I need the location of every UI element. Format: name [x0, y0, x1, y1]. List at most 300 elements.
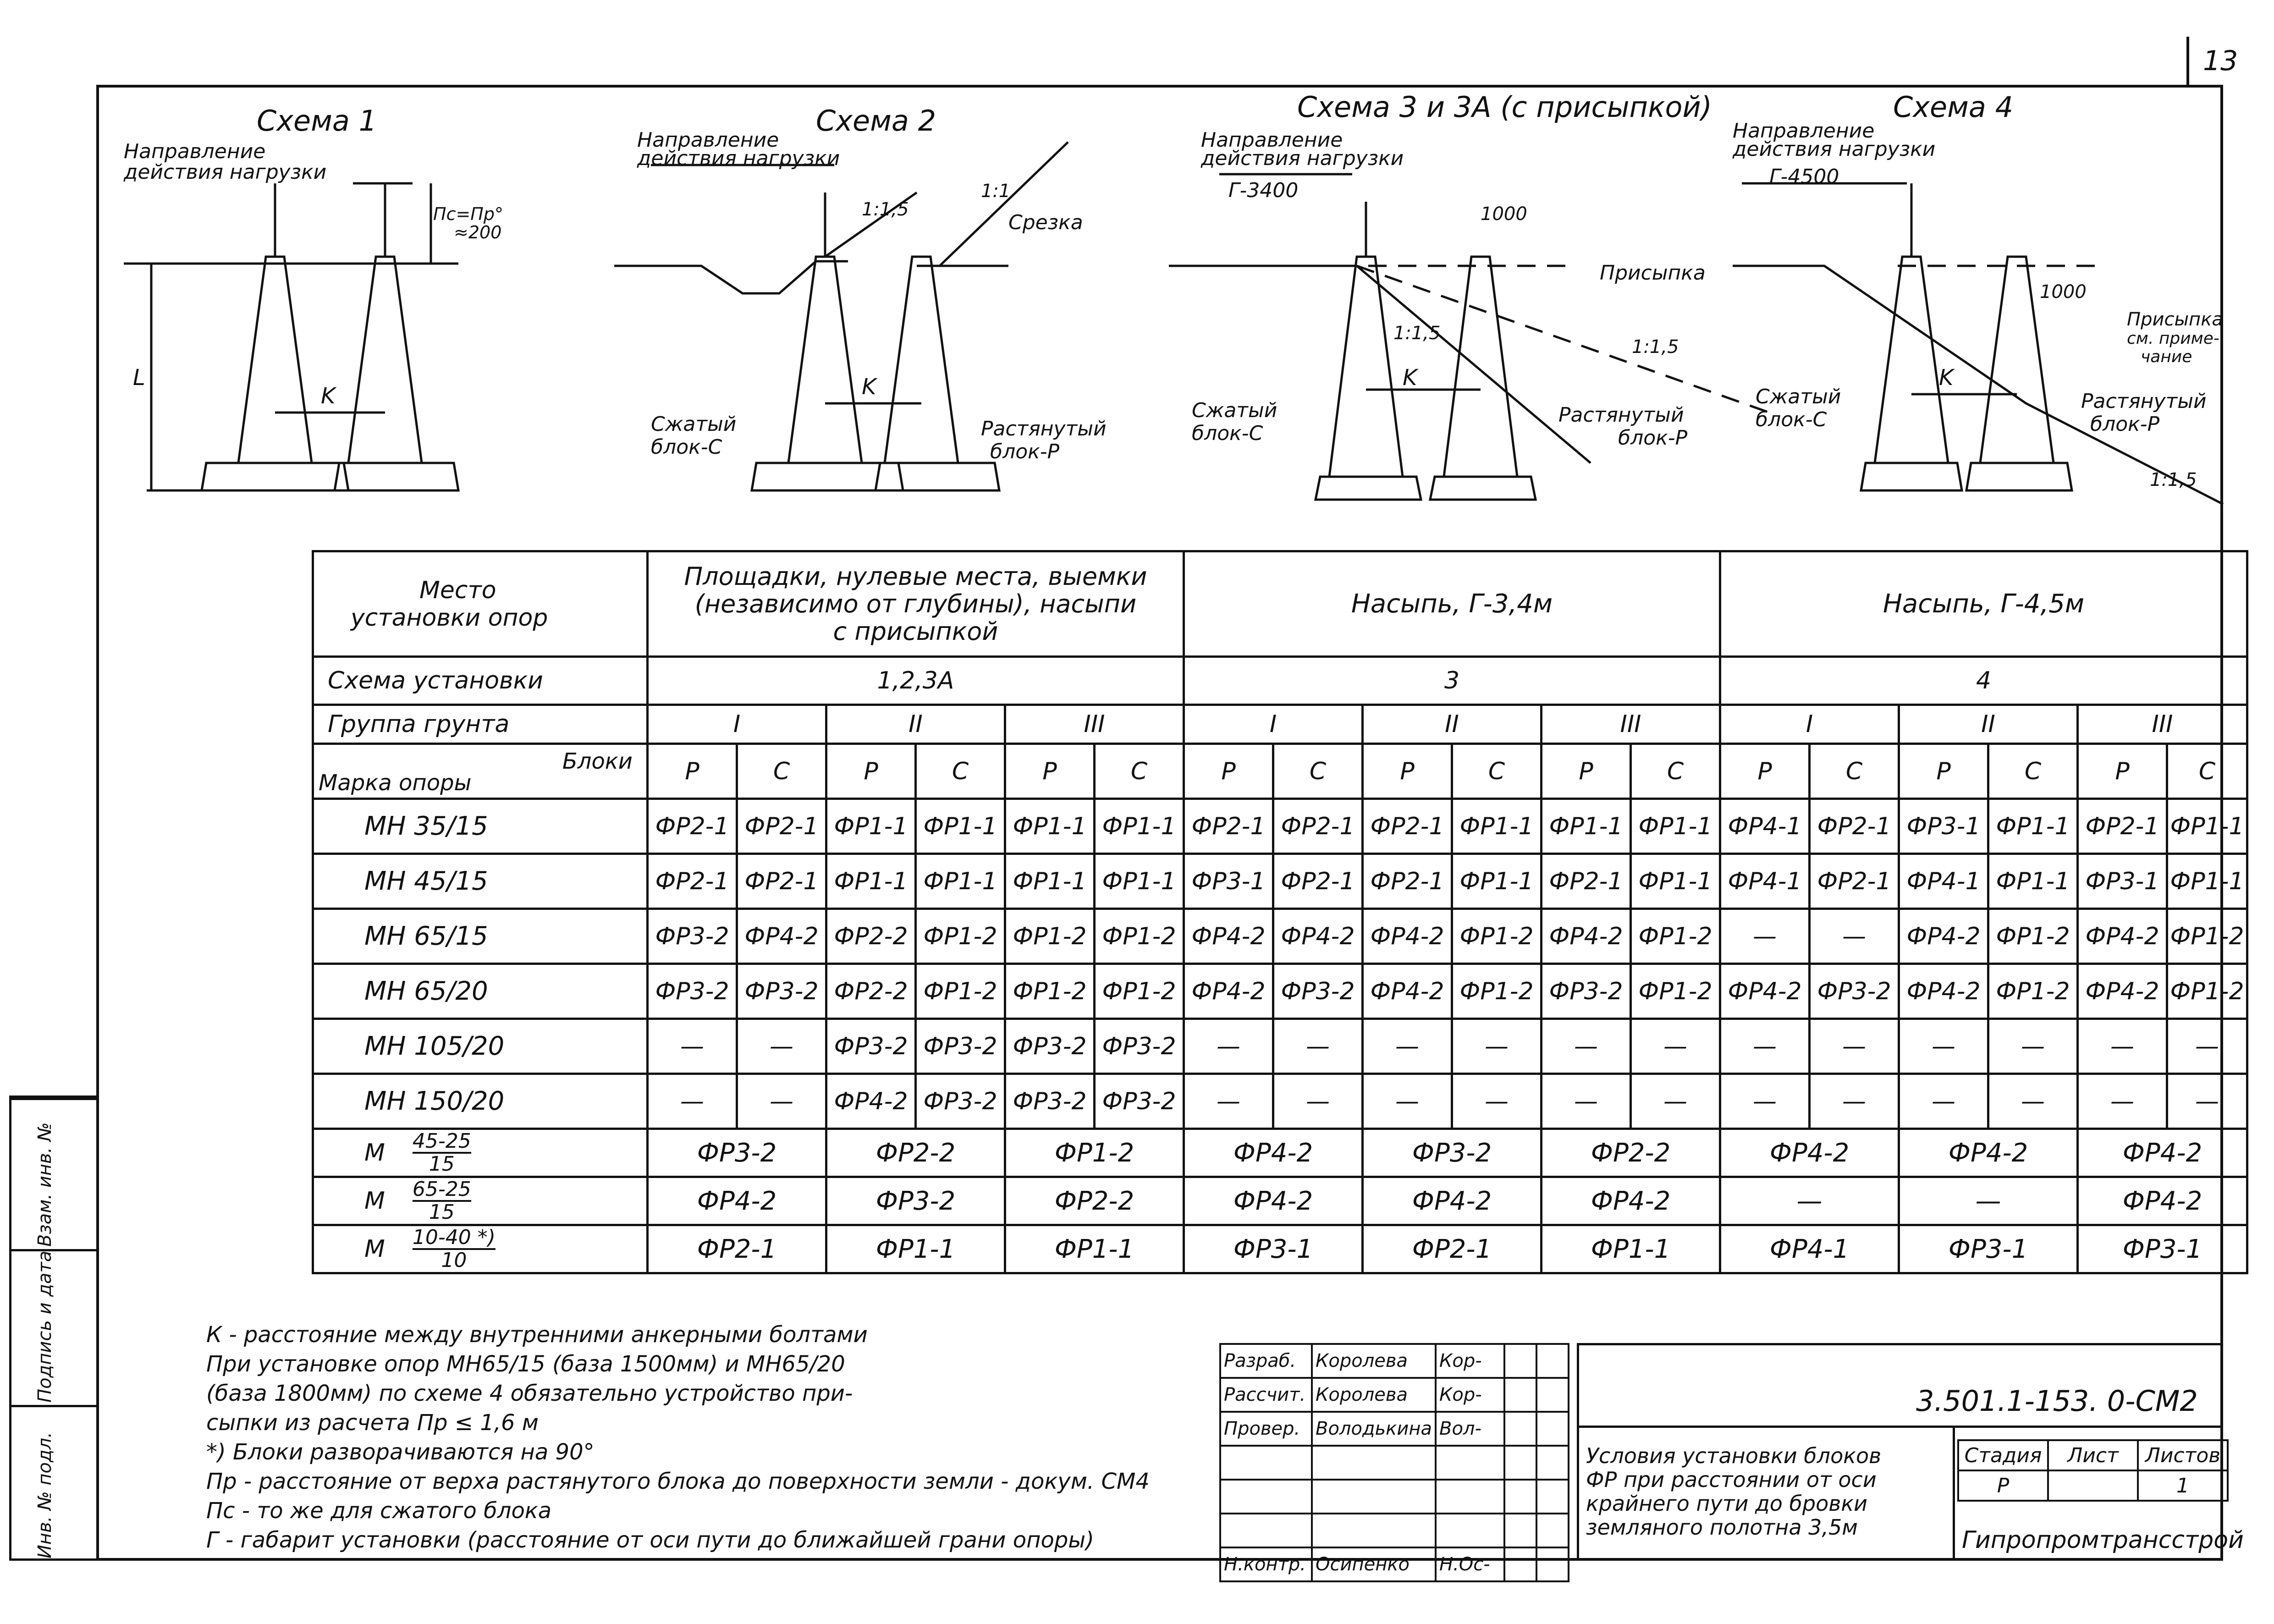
block-cell: ФР3-2	[1810, 964, 1899, 1019]
signature-sign	[1436, 1446, 1504, 1480]
mark-numerator: 65-25	[412, 1178, 471, 1201]
block-cell: ФР4-2	[737, 909, 826, 964]
block-cell: ФР2-2	[826, 909, 916, 964]
block-cols-row	[313, 744, 2247, 799]
block-cell: ФР1-1	[1095, 854, 1184, 909]
block-cell: ФР1-2	[916, 964, 1005, 1019]
soil-group: III	[1542, 705, 1720, 744]
block-cell: ФР1-1	[826, 799, 916, 854]
block-cell-merged: ФР2-2	[1542, 1129, 1720, 1177]
scheme2-slope-right	[940, 142, 1068, 266]
scheme2-block-stretched	[885, 257, 958, 463]
scheme1-title: Схема 1	[257, 104, 377, 138]
scheme4-compressed-1: Сжатый	[1756, 385, 1841, 408]
stage-value: Р	[1958, 1470, 2048, 1501]
block-cell: —	[2078, 1074, 2167, 1129]
scheme-row	[313, 657, 2247, 705]
signature-role: Разраб.	[1220, 1344, 1312, 1378]
block-cell: —	[1720, 1019, 1810, 1074]
sheets-header: Листов	[2138, 1440, 2228, 1470]
block-cell: ФР2-1	[1542, 854, 1631, 909]
block-cell-merged: ФР3-2	[648, 1129, 826, 1177]
scheme4-stretched-1: Растянутый	[2081, 390, 2207, 413]
scheme2-direction-2: действия нагрузки	[637, 147, 840, 170]
scheme1-pc-pr: Пс=Пр°	[433, 204, 504, 224]
block-cell: ФР1-1	[1452, 854, 1542, 909]
block-cell: —	[2078, 1019, 2167, 1074]
block-cell: ФР2-1	[1363, 854, 1452, 909]
block-cell-merged: ФР2-1	[1363, 1225, 1542, 1273]
block-cell: ФР1-1	[1005, 799, 1095, 854]
block-cell: —	[648, 1019, 737, 1074]
signature-sign	[1436, 1514, 1504, 1547]
side-cell-1	[11, 1098, 96, 1251]
block-cell: ФР3-1	[1184, 854, 1273, 909]
block-cell: ФР1-1	[1095, 799, 1184, 854]
block-cell-merged: ФР4-2	[1363, 1177, 1542, 1225]
m-row	[313, 1177, 2247, 1225]
signature-role	[1220, 1446, 1312, 1480]
scheme2-base-stretched	[875, 463, 999, 490]
scheme4-title: Схема 4	[1893, 90, 2014, 124]
scheme4-backfill-1: Присыпка	[2127, 309, 2223, 330]
block-cell: —	[1988, 1074, 2078, 1129]
note-line: (база 1800мм) по схеме 4 обязательно устройство при-	[206, 1381, 853, 1406]
signature-name: Королева	[1312, 1344, 1436, 1378]
block-cell: —	[1452, 1019, 1542, 1074]
block-cell: ФР1-1	[1005, 854, 1095, 909]
m-rows	[313, 1129, 2247, 1273]
scheme3-block-stretched	[1444, 257, 1517, 477]
mn-row	[313, 1019, 2247, 1074]
block-cell-merged: ФР1-2	[1005, 1129, 1184, 1177]
signature-empty	[1504, 1480, 1536, 1514]
signature-empty	[1504, 1412, 1536, 1446]
signature-row	[1220, 1480, 1569, 1514]
signature-role: Н.контр.	[1220, 1547, 1312, 1581]
block-cell: ФР1-1	[916, 799, 1005, 854]
document-title	[1586, 1444, 1953, 1539]
signature-empty	[1536, 1480, 1569, 1514]
block-cell: —	[1720, 1074, 1810, 1129]
title-block-vdivider	[1953, 1426, 1955, 1561]
note-line: Пр - расстояние от верха растянутого блока до поверхности земли - докум. СМ4	[206, 1469, 1150, 1494]
block-cell: ФР3-2	[826, 1019, 916, 1074]
scheme-label: Схема установки	[313, 657, 648, 705]
block-cell-merged: ФР3-2	[1363, 1129, 1542, 1177]
document-title-line: ФР при расстоянии от оси	[1586, 1467, 1877, 1492]
signature-row	[1220, 1412, 1569, 1446]
block-cell: ФР1-2	[1452, 964, 1542, 1019]
block-cell: ФР3-2	[1542, 964, 1631, 1019]
block-cell-merged: —	[1720, 1177, 1899, 1225]
support-mark: МН 105/20	[313, 1019, 648, 1074]
block-cell: —	[1542, 1074, 1631, 1129]
block-cell: ФР2-1	[1273, 799, 1363, 854]
block-cell-merged: ФР4-2	[2078, 1129, 2247, 1177]
scheme4-base-stretched	[1966, 463, 2072, 490]
block-col: Р	[1363, 744, 1452, 799]
header-group-3: Насыпь, Г-4,5м	[1720, 551, 2247, 657]
block-cell: —	[1542, 1019, 1631, 1074]
signature-sign: Кор-	[1436, 1344, 1504, 1378]
block-cell: —	[1363, 1019, 1452, 1074]
soil-group: II	[1899, 705, 2078, 744]
block-col: Р	[1542, 744, 1631, 799]
blocks-table	[312, 550, 2248, 1274]
block-cell: —	[1273, 1074, 1363, 1129]
scheme2-stretched-1: Растянутый	[981, 417, 1107, 440]
block-cell: ФР1-2	[1095, 964, 1184, 1019]
signature-empty	[1504, 1514, 1536, 1547]
block-cell: ФР3-2	[1095, 1019, 1184, 1074]
block-cell: ФР4-2	[1273, 909, 1363, 964]
group1-line3: с присыпкой	[833, 617, 998, 646]
note-line: Г - габарит установки (расстояние от оси пути до ближайшей грани опоры)	[206, 1527, 1094, 1553]
block-cell: —	[1988, 1019, 2078, 1074]
scheme4-base-compressed	[1861, 463, 1962, 490]
block-cell-merged: —	[1899, 1177, 2078, 1225]
block-cell: ФР1-1	[1452, 799, 1542, 854]
scheme4-direction-2: действия нагрузки	[1733, 138, 1936, 161]
installation-schemes	[0, 0, 2274, 550]
header-group-2: Насыпь, Г-3,4м	[1184, 551, 1720, 657]
block-cell: ФР1-2	[1452, 909, 1542, 964]
block-cell: ФР3-2	[737, 964, 826, 1019]
signature-row	[1220, 1446, 1569, 1480]
block-cell: ФР1-2	[1095, 909, 1184, 964]
block-cell-merged: ФР3-2	[826, 1177, 1005, 1225]
block-cell-merged: ФР2-2	[1005, 1177, 1184, 1225]
notes	[206, 1320, 1261, 1555]
m-row	[313, 1225, 2247, 1273]
header-row-place	[313, 551, 2247, 657]
block-cell: ФР1-1	[826, 854, 916, 909]
block-cell-merged: ФР4-2	[1899, 1129, 2078, 1177]
blocks-label: Блоки	[562, 749, 633, 774]
block-cell: ФР1-2	[2167, 909, 2247, 964]
block-col: Р	[1184, 744, 1273, 799]
mark-prefix: М	[364, 1235, 385, 1263]
scheme4-backfill-2: см. приме-	[2127, 329, 2219, 348]
signature-empty	[1536, 1446, 1569, 1480]
block-col: Р	[1720, 744, 1810, 799]
page-number: 13	[2203, 45, 2238, 77]
signature-name	[1312, 1480, 1436, 1514]
m-row	[313, 1129, 2247, 1177]
header-place-2: установки опор	[351, 604, 548, 632]
block-cell-merged: ФР4-2	[1184, 1177, 1363, 1225]
scheme3-direction-1: Направление	[1201, 128, 1343, 152]
block-cell: ФР2-1	[1810, 854, 1899, 909]
header-group-1	[648, 551, 1184, 657]
document-code: 3.501.1-153. 0-СМ2	[1916, 1384, 2198, 1418]
soil-group: II	[1363, 705, 1542, 744]
block-cell-merged: ФР3-1	[1184, 1225, 1363, 1273]
block-cell: —	[1631, 1019, 1720, 1074]
block-cell: ФР2-1	[1363, 799, 1452, 854]
mn-row	[313, 1074, 2247, 1129]
signature-empty	[1536, 1514, 1569, 1547]
scheme3-title: Схема 3 и 3А (с присыпкой)	[1297, 90, 1712, 124]
soil-group: I	[648, 705, 826, 744]
scheme3-k-label: K	[1403, 365, 1417, 391]
signature-empty	[1504, 1547, 1536, 1581]
signature-role	[1220, 1480, 1312, 1514]
scheme3-base-compressed	[1316, 477, 1421, 500]
block-cell: ФР3-2	[1005, 1019, 1095, 1074]
scheme4-block-compressed	[1875, 257, 1948, 463]
block-cell: ФР1-2	[2167, 964, 2247, 1019]
soil-label: Группа грунта	[313, 705, 648, 744]
note-line: *) Блоки разворачиваются на 90°	[206, 1439, 595, 1465]
block-cell: —	[1810, 1019, 1899, 1074]
group1-line2: (независимо от глубины), насыпи	[694, 589, 1137, 618]
signature-row	[1220, 1547, 1569, 1581]
block-cell: ФР3-2	[1005, 1074, 1095, 1129]
soil-group: III	[1005, 705, 1184, 744]
block-cell: ФР2-1	[737, 799, 826, 854]
block-cell: ФР4-2	[1184, 909, 1273, 964]
document-title-line: земляного полотна 3,5м	[1586, 1515, 1858, 1540]
document-title-line: крайнего пути до бровки	[1586, 1491, 1868, 1516]
scheme2-cut: Срезка	[1008, 211, 1083, 234]
scheme-1: 1,2,3А	[648, 657, 1184, 705]
support-mark: МН 35/15	[313, 799, 648, 854]
scheme4-k-label: K	[1939, 365, 1954, 391]
side-cell-3	[11, 1405, 96, 1563]
block-cell: ФР1-2	[1988, 909, 2078, 964]
block-cell: ФР1-1	[1542, 799, 1631, 854]
block-cell: —	[1899, 1074, 1988, 1129]
block-cell: ФР1-2	[916, 909, 1005, 964]
title-block-divider	[1577, 1426, 2223, 1428]
scheme4-slope: 1:1,5	[2150, 469, 2197, 490]
block-cell-merged: ФР4-1	[1720, 1225, 1899, 1273]
mn-rows	[313, 799, 2247, 1129]
scheme3-slope2: 1:1,5	[1632, 336, 1679, 358]
mark-label: Марка опоры	[319, 770, 472, 796]
scheme1-base-left	[202, 463, 348, 490]
signature-name: Володькина	[1312, 1412, 1436, 1446]
block-col: С	[1452, 744, 1542, 799]
signature-empty	[1504, 1378, 1536, 1412]
note-line: При установке опор МН65/15 (база 1500мм) и МН65/20	[206, 1351, 845, 1377]
block-cell: ФР3-2	[916, 1074, 1005, 1129]
document-title-line: Условия установки блоков	[1586, 1443, 1882, 1468]
block-col: С	[737, 744, 826, 799]
signature-table	[1219, 1343, 1569, 1582]
block-cell: ФР1-1	[916, 854, 1005, 909]
side-label-inventory: Инв. № подл.	[34, 1432, 55, 1558]
scheme3-compressed-2: блок-С	[1192, 422, 1263, 445]
block-cell: ФР4-2	[1542, 909, 1631, 964]
block-col: С	[916, 744, 1005, 799]
scheme1-block-left	[238, 257, 312, 463]
soil-group: II	[826, 705, 1005, 744]
mark-numerator: 45-25	[412, 1129, 471, 1153]
signature-name	[1312, 1514, 1436, 1547]
block-cell: ФР1-1	[1988, 854, 2078, 909]
soil-group: III	[2078, 705, 2247, 744]
block-cell-merged: ФР3-1	[2078, 1225, 2247, 1273]
block-cell-merged: ФР2-1	[648, 1225, 826, 1273]
signature-row	[1220, 1514, 1569, 1547]
scheme3-direction-2: действия нагрузки	[1201, 147, 1404, 170]
block-cell: ФР2-1	[2078, 799, 2167, 854]
sheet-header: Лист	[2048, 1440, 2138, 1470]
block-cell: ФР4-2	[2078, 909, 2167, 964]
block-cell: ФР2-1	[1273, 854, 1363, 909]
support-mark-fraction	[313, 1129, 648, 1177]
block-cell: ФР1-2	[1005, 964, 1095, 1019]
block-cell: —	[2167, 1019, 2247, 1074]
signature-sign	[1436, 1480, 1504, 1514]
soil-group: I	[1184, 705, 1363, 744]
block-cell: ФР1-2	[1005, 909, 1095, 964]
block-col: Р	[2078, 744, 2167, 799]
block-cell: —	[1899, 1019, 1988, 1074]
block-cell: ФР1-1	[2167, 799, 2247, 854]
block-cell: ФР4-2	[1720, 964, 1810, 1019]
block-cell: —	[648, 1074, 737, 1129]
signature-role: Рассчит.	[1220, 1378, 1312, 1412]
mn-row	[313, 799, 2247, 854]
block-col: Р	[1899, 744, 1988, 799]
block-cell: ФР2-1	[648, 799, 737, 854]
block-cell: ФР1-1	[1988, 799, 2078, 854]
scheme-3: 4	[1720, 657, 2247, 705]
mark-denominator: 15	[429, 1152, 455, 1176]
block-cell: ФР1-1	[1631, 799, 1720, 854]
block-cell-merged: ФР4-2	[1542, 1177, 1720, 1225]
block-cell-merged: ФР4-2	[1720, 1129, 1899, 1177]
block-cell: ФР1-2	[1631, 964, 1720, 1019]
scheme4-dim1000: 1000	[2040, 281, 2087, 303]
stage-table	[1957, 1439, 2229, 1502]
signature-empty	[1536, 1344, 1569, 1378]
block-cell: ФР4-2	[1184, 964, 1273, 1019]
scheme3-stretched-1: Растянутый	[1558, 403, 1684, 427]
block-cell: —	[1810, 1074, 1899, 1129]
block-cell: —	[1452, 1074, 1542, 1129]
group1-line1: Площадки, нулевые места, выемки	[684, 562, 1147, 591]
signature-empty	[1504, 1344, 1536, 1378]
block-cell: ФР4-2	[1363, 964, 1452, 1019]
support-mark-fraction	[313, 1177, 648, 1225]
signature-role: Провер.	[1220, 1412, 1312, 1446]
organization: Гипропромтрансстрой	[1962, 1526, 2244, 1554]
block-col: С	[1273, 744, 1363, 799]
block-cell: —	[1810, 909, 1899, 964]
mn-row	[313, 854, 2247, 909]
block-cell-merged: ФР2-2	[826, 1129, 1005, 1177]
signature-sign: Вол-	[1436, 1412, 1504, 1446]
block-cell: —	[1184, 1074, 1273, 1129]
mark-prefix: М	[364, 1187, 385, 1215]
header-place-1: Место	[419, 576, 496, 604]
mark-numerator: 10-40 *)	[412, 1226, 496, 1249]
block-cell: ФР1-2	[1988, 964, 2078, 1019]
soil-group: I	[1720, 705, 1899, 744]
note-line: Пс - то же для сжатого блока	[206, 1498, 552, 1524]
block-cell: ФР4-1	[1720, 854, 1810, 909]
scheme1-direction-2: действия нагрузки	[124, 160, 327, 184]
note-line: К - расстояние между внутренними анкерными болтами	[206, 1322, 868, 1348]
block-cell-merged: ФР4-2	[2078, 1177, 2247, 1225]
scheme-2: 3	[1184, 657, 1720, 705]
signature-row	[1220, 1344, 1569, 1378]
block-cell: ФР4-2	[826, 1074, 916, 1129]
block-cell: ФР3-2	[1273, 964, 1363, 1019]
block-cell: ФР3-2	[916, 1019, 1005, 1074]
side-cell-2	[11, 1249, 96, 1407]
block-col: С	[1810, 744, 1899, 799]
mark-prefix: М	[364, 1139, 385, 1167]
mn-row	[313, 964, 2247, 1019]
support-mark: МН 65/15	[313, 909, 648, 964]
block-col: Р	[648, 744, 737, 799]
scheme2-slope2: 1:1	[981, 181, 1011, 202]
stage-header: Стадия	[1958, 1440, 2048, 1470]
block-cell: ФР2-1	[1184, 799, 1273, 854]
signature-empty	[1504, 1446, 1536, 1480]
scheme1-k-label: K	[321, 383, 336, 409]
block-col: С	[1631, 744, 1720, 799]
scheme3-backfill: Присыпка	[1600, 261, 1706, 285]
block-cell: ФР4-2	[1899, 964, 1988, 1019]
scheme2-compressed-2: блок-С	[651, 435, 722, 459]
signature-row	[1220, 1378, 1569, 1412]
block-cell: —	[1363, 1074, 1452, 1129]
scheme1-dim200: ≈200	[454, 222, 502, 242]
block-cell: —	[2167, 1074, 2247, 1129]
block-col: С	[1988, 744, 2078, 799]
scheme4-stretched-2: блок-Р	[2090, 413, 2160, 436]
block-cell: ФР4-2	[1899, 909, 1988, 964]
scheme2-k-label: K	[862, 374, 876, 400]
mark-denominator: 10	[441, 1249, 467, 1272]
sheet-value	[2048, 1470, 2138, 1501]
scheme2-compressed-1: Сжатый	[651, 413, 737, 436]
signature-name	[1312, 1446, 1436, 1480]
scheme4-compressed-2: блок-С	[1756, 408, 1827, 431]
scheme1-block-right	[348, 257, 422, 463]
block-cell: ФР3-2	[648, 964, 737, 1019]
block-col: Р	[826, 744, 916, 799]
mn-row	[313, 909, 2247, 964]
scheme1-l-label: L	[133, 365, 145, 391]
scheme3-base-stretched	[1430, 477, 1536, 500]
scheme4-direction-1: Направление	[1733, 119, 1875, 143]
block-cell: ФР3-1	[2078, 854, 2167, 909]
scheme4-backfill-3: чание	[2141, 347, 2192, 366]
header-place	[313, 551, 648, 657]
diag-header	[313, 744, 648, 799]
block-cell-merged: ФР4-2	[648, 1177, 826, 1225]
signature-name: Королева	[1312, 1378, 1436, 1412]
side-label-replaced: Взам. инв. №	[34, 1122, 55, 1247]
scheme1-direction-1: Направление	[124, 140, 266, 163]
block-col: С	[2167, 744, 2247, 799]
support-mark: МН 65/20	[313, 964, 648, 1019]
block-cell: ФР1-1	[1631, 854, 1720, 909]
block-col: Р	[1005, 744, 1095, 799]
scheme3-dim1000: 1000	[1481, 204, 1527, 225]
mark-denominator: 15	[429, 1200, 455, 1224]
side-stamp	[9, 1096, 96, 1561]
block-cell: —	[737, 1074, 826, 1129]
